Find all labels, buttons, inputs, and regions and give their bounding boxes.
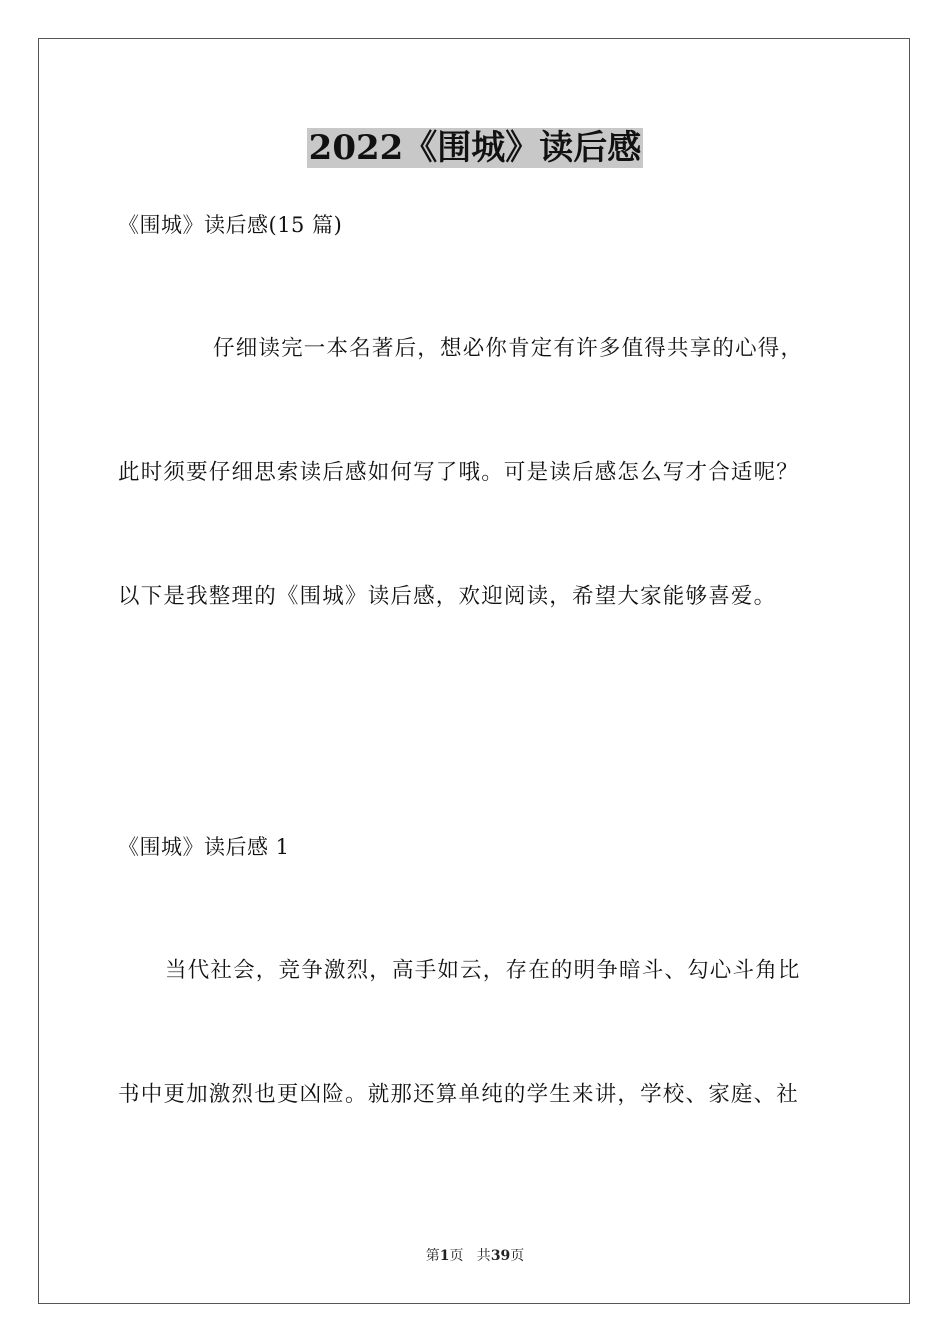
section-paragraph-line-1: 当代社会，竞争激烈，高手如云，存在的明争暗斗、勾心斗角比	[165, 958, 801, 983]
footer-mid: 页 共	[449, 1248, 491, 1264]
footer-suffix: 页	[510, 1248, 525, 1264]
section-paragraph-line-2: 书中更加激烈也更凶险。就那还算单纯的学生来讲，学校、家庭、社	[118, 1082, 800, 1107]
document-title-text: 2022《围城》读后感	[308, 128, 642, 168]
intro-paragraph-line-2: 此时须要仔细思索读后感如何写了哦。可是读后感怎么写才合适呢？	[118, 460, 800, 485]
intro-paragraph-line-3: 以下是我整理的《围城》读后感，欢迎阅读，希望大家能够喜爱。	[118, 584, 777, 609]
intro-paragraph-line-1: 仔细读完一本名著后，想必你肯定有许多值得共享的心得，	[213, 336, 804, 361]
footer-total-pages: 39	[490, 1248, 511, 1264]
document-subtitle: 《围城》读后感(15 篇)	[118, 213, 343, 237]
footer-page-number: 1	[439, 1248, 450, 1264]
footer-prefix: 第	[425, 1248, 440, 1264]
section-heading: 《围城》读后感 1	[118, 835, 290, 859]
document-title	[0, 126, 950, 170]
page-footer	[0, 1247, 950, 1265]
